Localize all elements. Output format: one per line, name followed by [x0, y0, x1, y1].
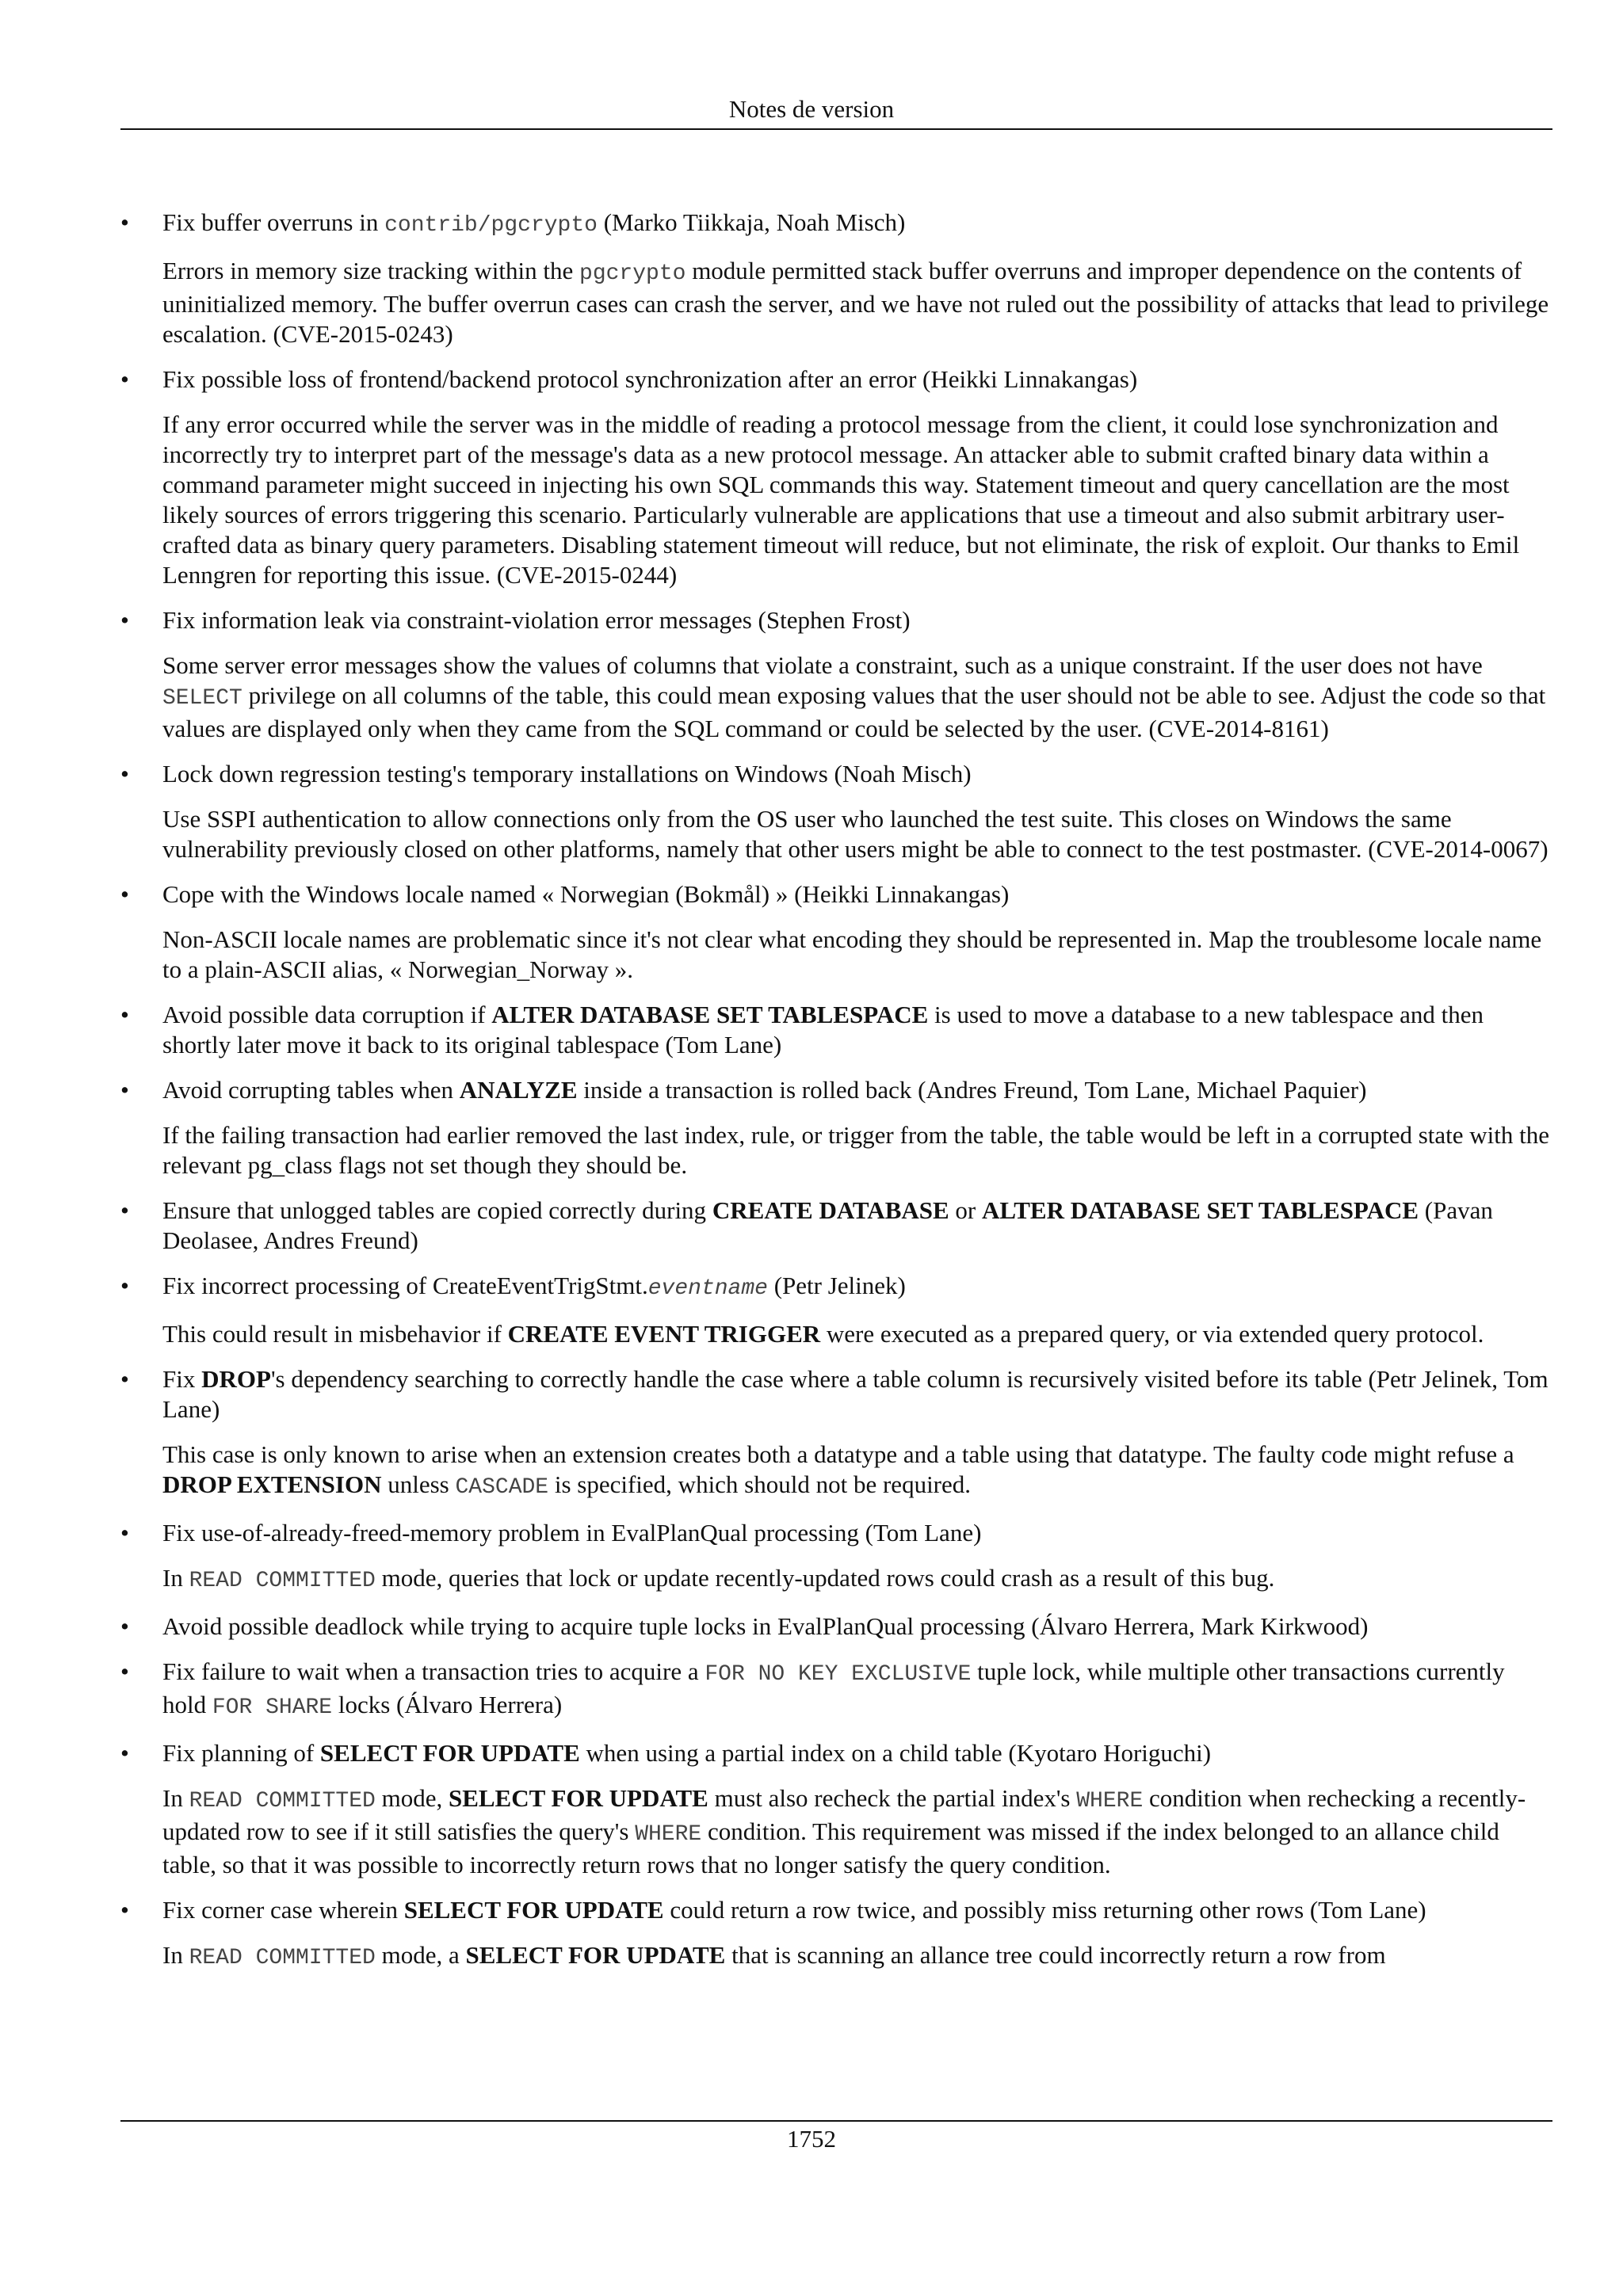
text-run: when using a partial index on a child table (Kyotaro Horiguchi) — [579, 1739, 1212, 1767]
text-run: (Petr Jelinek) — [767, 1272, 906, 1299]
item-title — [162, 1518, 1552, 1548]
header-rule — [120, 128, 1552, 130]
release-note-item — [120, 759, 1552, 864]
text-run: Cope with the Windows locale named « Norwegian (Bokmål) » (Heikki Linnakangas) — [162, 880, 1010, 908]
sql-command: ALTER DATABASE SET TABLESPACE — [491, 1001, 929, 1028]
text-run: If any error occurred while the server was in the middle of reading a protocol message from the client, it could lose synchronization and incorrectly try to interpret part of the message's data as a new protocol message. An attacker able to submit crafted binary data within a command parameter might succeed in injecting his own SQL commands this way. Statement timeout and query cancellation are the most likely sources of errors triggering this scenario. Particularly vulnerable are applications that use a timeout and also submit arbitrary user-crafted data as binary query parameters. Disabling statement timeout will reduce, but not eliminate, the risk of exploit. Our thanks to Emil Lenngren for reporting this issue. (CVE-2015-0244) — [162, 410, 1520, 589]
text-run: mode, — [375, 1784, 449, 1812]
item-title — [162, 1657, 1552, 1723]
item-description — [162, 1120, 1552, 1180]
text-run: Avoid possible deadlock while trying to acquire tuple locks in EvalPlanQual processing (Álvaro Herrera, Mark Kirkwood) — [162, 1612, 1369, 1640]
text-run: must also recheck the partial index's — [708, 1784, 1077, 1812]
text-run: locks (Álvaro Herrera) — [332, 1691, 563, 1718]
release-note-item — [120, 605, 1552, 744]
release-note-item — [120, 1000, 1552, 1060]
text-run: could return a row twice, and possibly miss returning other rows (Tom Lane) — [663, 1896, 1426, 1924]
sql-command: CREATE EVENT TRIGGER — [507, 1320, 821, 1348]
code-literal: WHERE — [1076, 1789, 1144, 1814]
bullet-marker: • — [120, 1739, 129, 1767]
code-literal: pgcrypto — [579, 261, 686, 286]
text-run: mode, queries that lock or update recently-updated rows could crash as a result of this bug. — [375, 1564, 1275, 1592]
text-run: Fix information leak via constraint-violation error messages (Stephen Frost) — [162, 606, 911, 634]
release-note-item — [120, 208, 1552, 349]
bullet-marker: • — [120, 1896, 129, 1924]
release-note-item — [120, 1271, 1552, 1349]
sql-command: ANALYZE — [459, 1076, 578, 1104]
text-run: Lock down regression testing's temporary installations on Windows (Noah Misch) — [162, 760, 972, 788]
release-note-item — [120, 1364, 1552, 1503]
code-literal: READ COMMITTED — [189, 1946, 376, 1970]
bullet-marker: • — [120, 760, 129, 788]
item-description — [162, 1440, 1552, 1503]
release-notes-list — [120, 208, 1552, 1989]
page-header-title: Notes de version — [728, 95, 895, 123]
sql-command: SELECT FOR UPDATE — [465, 1941, 726, 1969]
text-run: Fix incorrect processing of CreateEventTrigStmt. — [162, 1272, 648, 1299]
item-description — [162, 410, 1552, 590]
sql-command: DROP — [201, 1365, 271, 1393]
text-run: This could result in misbehavior if — [162, 1320, 508, 1348]
text-run: Fix failure to wait when a transaction tries to acquire a — [162, 1657, 705, 1685]
bullet-marker: • — [120, 1272, 129, 1299]
page-number: 1752 — [787, 2125, 836, 2153]
text-run: Fix buffer overruns in — [162, 208, 385, 236]
text-run: In — [162, 1784, 189, 1812]
bullet-marker: • — [120, 1001, 129, 1028]
release-note-item — [120, 1895, 1552, 1974]
code-literal: CASCADE — [455, 1475, 549, 1500]
item-title — [162, 1271, 1552, 1304]
item-title — [162, 1196, 1552, 1256]
text-run: Fix possible loss of frontend/backend protocol synchronization after an error (Heikki Linnakangas) — [162, 365, 1138, 393]
text-run: inside a transaction is rolled back (Andres Freund, Tom Lane, Michael Paquier) — [577, 1076, 1367, 1104]
bullet-marker: • — [120, 1612, 129, 1640]
item-description — [162, 925, 1552, 985]
item-title — [162, 759, 1552, 789]
item-description — [162, 1940, 1552, 1974]
code-literal: FOR SHARE — [212, 1695, 333, 1720]
release-note-item — [120, 1611, 1552, 1642]
item-description — [162, 650, 1552, 744]
bullet-marker: • — [120, 365, 129, 393]
code-literal: READ COMMITTED — [189, 1569, 376, 1593]
text-run: (Marko Tiikkaja, Noah Misch) — [597, 208, 906, 236]
text-run: or — [949, 1196, 982, 1224]
code-literal: contrib/pgcrypto — [384, 213, 598, 238]
text-run: In — [162, 1941, 189, 1969]
text-run: Ensure that unlogged tables are copied correctly during — [162, 1196, 712, 1224]
release-note-item — [120, 1075, 1552, 1180]
item-title — [162, 1611, 1552, 1642]
text-run: is specified, which should not be required. — [548, 1470, 972, 1498]
text-run: that is scanning an allance tree could incorrectly return a row from — [725, 1941, 1386, 1969]
text-run: 's dependency searching to correctly handle the case where a table column is recursively visited before its table (Petr Jelinek, Tom Lane) — [162, 1365, 1549, 1423]
code-literal: FOR NO KEY EXCLUSIVE — [705, 1662, 972, 1687]
release-note-item — [120, 1738, 1552, 1880]
item-description — [162, 1563, 1552, 1596]
sql-command: CREATE DATABASE — [712, 1196, 949, 1224]
text-run: Avoid possible data corruption if — [162, 1001, 492, 1028]
item-title — [162, 1738, 1552, 1768]
text-run: If the failing transaction had earlier removed the last index, rule, or trigger from the table, the table would be left in a corrupted state with the relevant pg_class flags not set though they should be. — [162, 1121, 1550, 1179]
text-run: Fix use-of-already-freed-memory problem in EvalPlanQual processing (Tom Lane) — [162, 1519, 982, 1547]
text-run: is used to move a database to a new tablespace and then shortly later move it back to its original tablespace (Tom Lane) — [162, 1001, 1484, 1058]
bullet-marker: • — [120, 1365, 129, 1393]
bullet-marker: • — [120, 1196, 129, 1224]
code-literal: READ COMMITTED — [189, 1789, 376, 1814]
text-run: unless — [381, 1470, 456, 1498]
text-run: Fix planning of — [162, 1739, 320, 1767]
text-run: This case is only known to arise when an extension creates both a datatype and a table using that datatype. The faulty code might refuse a — [162, 1440, 1514, 1468]
item-title — [162, 208, 1552, 241]
sql-command: DROP EXTENSION — [162, 1470, 382, 1498]
item-description — [162, 804, 1552, 864]
text-run: condition when rechecking a recently-updated row to see if it still satisfies the query's — [162, 1784, 1526, 1845]
sql-command: SELECT FOR UPDATE — [319, 1739, 580, 1767]
item-description — [162, 256, 1552, 349]
text-run: (Pavan Deolasee, Andres Freund) — [162, 1196, 1493, 1254]
release-note-item — [120, 879, 1552, 985]
bullet-marker: • — [120, 606, 129, 634]
release-note-item — [120, 1518, 1552, 1596]
code-literal: SELECT — [162, 686, 242, 711]
text-run: Fix — [162, 1365, 202, 1393]
text-run: Errors in memory size tracking within the — [162, 257, 580, 284]
release-note-item — [120, 1657, 1552, 1723]
item-title — [162, 1000, 1552, 1060]
text-run: condition. This requirement was missed if the index belonged to an allance child table, so that it was possible to incorrectly return rows that no longer satisfy the query condition. — [162, 1817, 1499, 1878]
item-description — [162, 1319, 1552, 1349]
item-title — [162, 1895, 1552, 1925]
code-literal: WHERE — [635, 1822, 702, 1847]
release-note-item — [120, 1196, 1552, 1256]
text-run: Use SSPI authentication to allow connections only from the OS user who launched the test suite. This closes on Windows the same vulnerability previously closed on other platforms, namely that other users might be able to connect to the test postmaster. (CVE-2014-0067) — [162, 805, 1549, 863]
item-title — [162, 1075, 1552, 1105]
text-run: In — [162, 1564, 189, 1592]
text-run: Fix corner case wherein — [162, 1896, 404, 1924]
sql-command: ALTER DATABASE SET TABLESPACE — [982, 1196, 1419, 1224]
text-run: Some server error messages show the values of columns that violate a constraint, such as a unique constraint. If the user does not have — [162, 651, 1483, 679]
text-run: Non-ASCII locale names are problematic since it's not clear what encoding they should be represented in. Map the troublesome locale name to a plain-ASCII alias, « Norwegian_Norway ». — [162, 925, 1542, 983]
bullet-marker: • — [120, 1657, 129, 1685]
code-parameter: eventname — [647, 1276, 768, 1301]
bullet-marker: • — [120, 1076, 129, 1104]
bullet-marker: • — [120, 208, 129, 236]
item-title — [162, 605, 1552, 635]
item-title — [162, 1364, 1552, 1425]
item-title — [162, 364, 1552, 395]
text-run: were executed as a prepared query, or via extended query protocol. — [820, 1320, 1484, 1348]
release-note-item — [120, 364, 1552, 590]
item-title — [162, 879, 1552, 910]
sql-command: SELECT FOR UPDATE — [448, 1784, 708, 1812]
item-description — [162, 1783, 1552, 1880]
footer-rule — [120, 2120, 1552, 2122]
bullet-marker: • — [120, 1519, 129, 1547]
text-run: tuple lock, while multiple other transactions currently hold — [162, 1657, 1505, 1718]
text-run: privilege on all columns of the table, this could mean exposing values that the user should not be able to see. Adjust the code so that values are displayed only when they came from the SQL command or could be selected by the user. (CVE-2014-8161) — [162, 681, 1546, 742]
text-run: module permitted stack buffer overruns and improper dependence on the contents of uninitialized memory. The buffer overrun cases can crash the server, and we have not ruled out the possibility of attacks that lead to privilege escalation. (CVE-2015-0243) — [162, 257, 1549, 348]
bullet-marker: • — [120, 880, 129, 908]
text-run: mode, a — [375, 1941, 466, 1969]
text-run: Avoid corrupting tables when — [162, 1076, 460, 1104]
sql-command: SELECT FOR UPDATE — [403, 1896, 664, 1924]
